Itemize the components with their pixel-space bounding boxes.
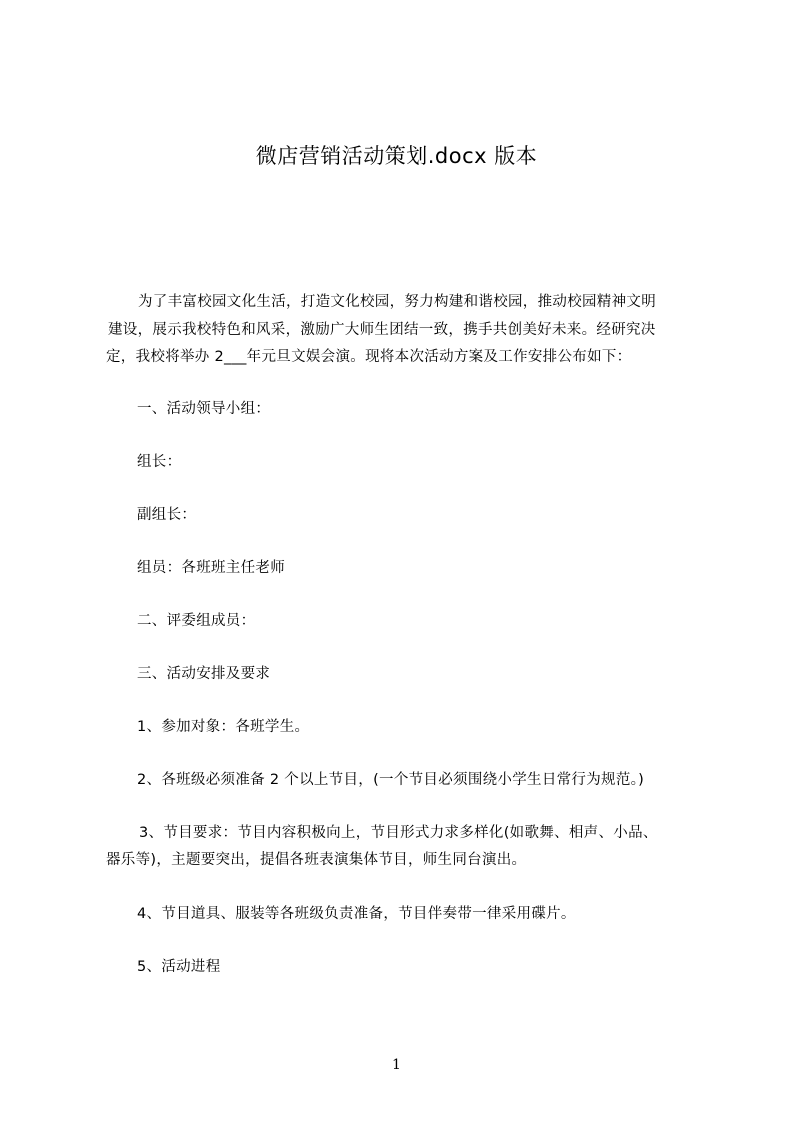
section-2-heading: 二、评委组成员： [137,613,256,629]
item-2: 2、各班级必须准备 2 个以上节目，(一个节目必须围绕小学生日常行为规范。) [137,772,645,788]
item-3-line-1: 3、节目要求：节目内容积极向上，节目形式力求多样化(如歌舞、相声、小品、 [139,825,658,841]
leader-line: 组长： [137,454,182,470]
section-3-heading: 三、活动安排及要求 [137,666,271,682]
item-5: 5、活动进程 [137,959,221,975]
item-3-line-2: 器乐等)，主题要突出，提倡各班表演集体节目，师生同台演出。 [106,852,527,868]
page-number: 1 [392,1057,401,1073]
intro-line-1: 为了丰富校园文化生活，打造文化校园，努力构建和谐校园，推动校园精神文明 [138,294,656,310]
intro-line-3: 定，我校将举办 2___年元旦文娱会演。现将本次活动方案及工作安排公布如下： [106,349,632,365]
intro-line-2: 建设，展示我校特色和风采，激励广大师生团结一致，携手共创美好未来。经研究决 [108,322,656,338]
document-title: 微店营销活动策划.docx 版本 [255,144,538,168]
vice-leader-line: 副组长： [137,507,197,523]
item-4: 4、节目道具、服装等各班级负责准备，节目伴奏带一律采用碟片。 [137,906,576,922]
members-line: 组员：各班班主任老师 [137,560,285,576]
item-1: 1、参加对象：各班学生。 [137,719,310,735]
section-1-heading: 一、活动领导小组： [137,401,271,417]
item-3-paragraph [106,823,658,870]
intro-paragraph [106,292,656,367]
